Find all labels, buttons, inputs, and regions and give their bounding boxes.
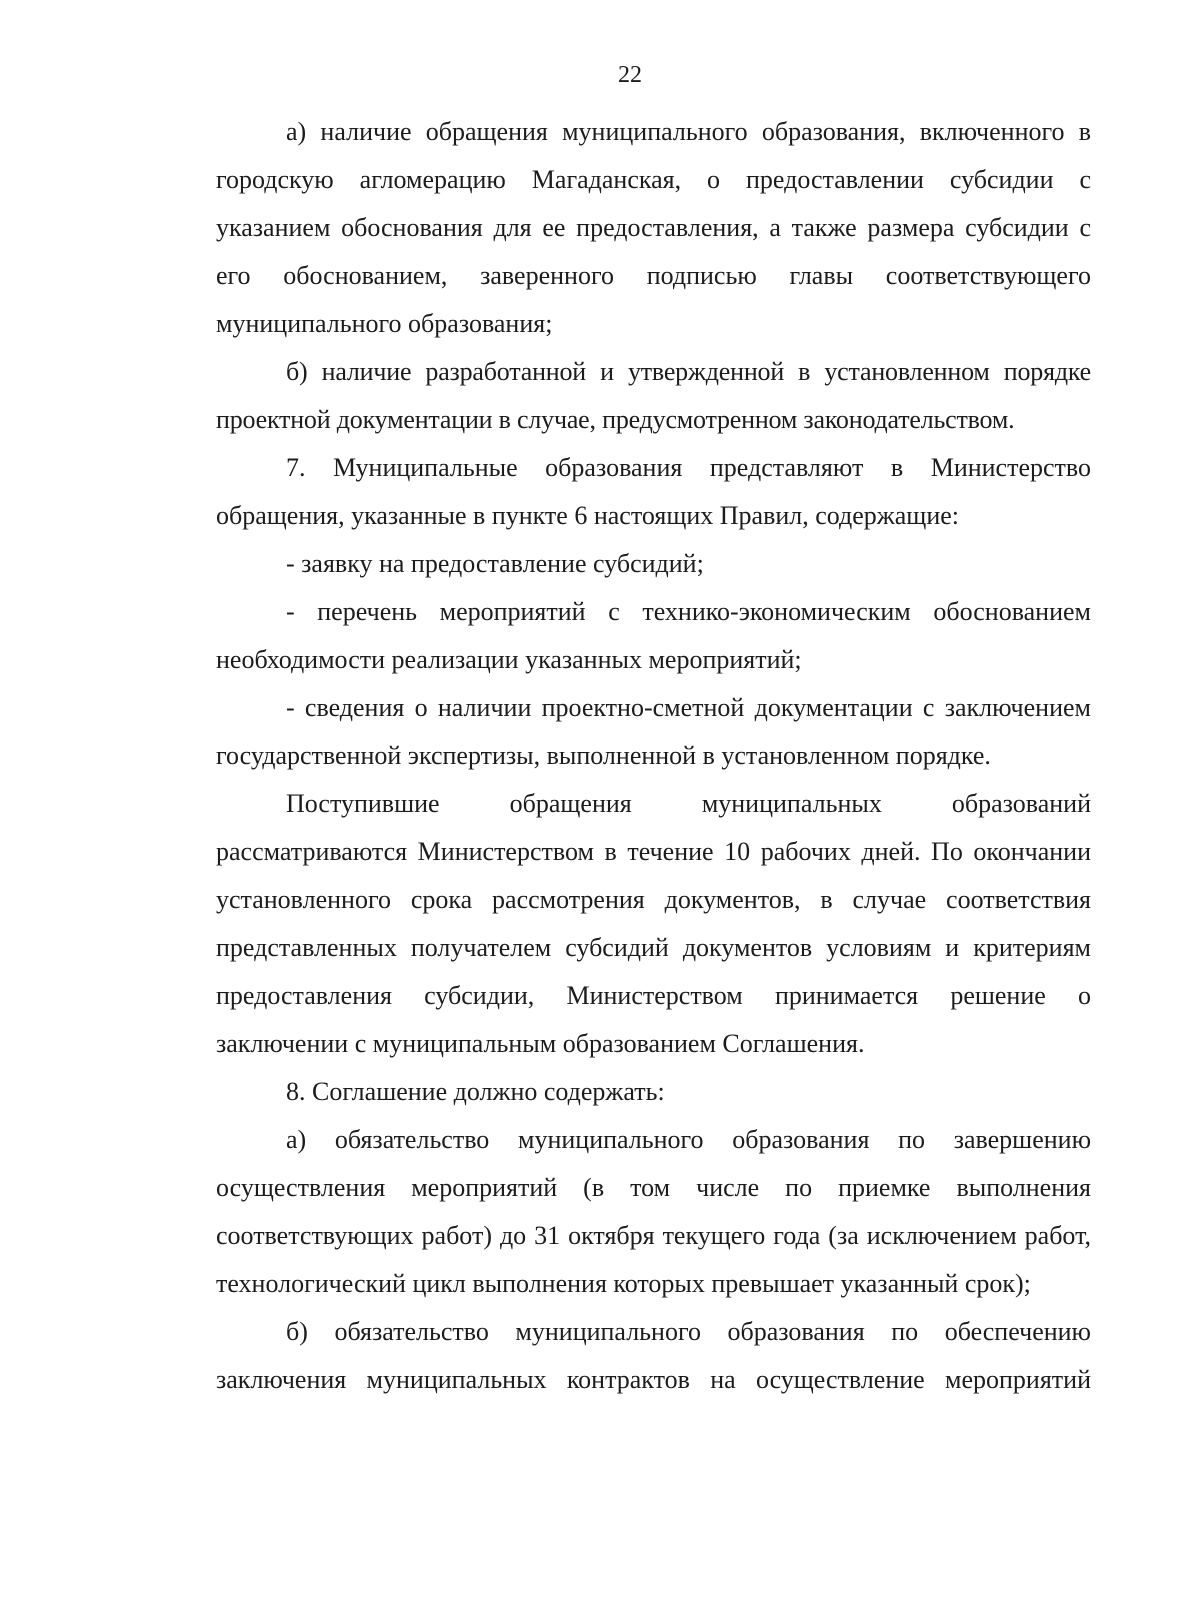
list-item-measures: - перечень мероприятий с технико-экономическим обоснованием необходимости реализации указанных мероприятий; (216, 597, 1091, 674)
paragraph-6b: б) наличие разработанной и утвержденной в установленном порядке проектной документации в случае, предусмотренном законодательством. (216, 357, 1091, 434)
document-body (216, 108, 1091, 1404)
paragraph-6a: а) наличие обращения муниципального образования, включенного в городскую агломерацию Магаданская, о предоставлении субсидии с указанием обоснования для ее предоставления, а также размера субсидии с его обоснованием, заверенного подписью главы соответствующего муниципального образования; (216, 117, 1091, 338)
paragraph-7: 7. Муниципальные образования представляют в Министерство обращения, указанные в пункте 6 настоящих Правил, содержащие: (216, 453, 1091, 530)
paragraph-8b: б) обязательство муниципального образования по обеспечению заключения муниципальных контрактов на осуществление мероприятий (216, 1317, 1091, 1394)
paragraph-8a: а) обязательство муниципального образования по завершению осуществления мероприятий (в том числе по приемке выполнения соответствующих работ) до 31 октября текущего года (за исключением работ, технологический цикл выполнения которых превышает указанный срок); (216, 1125, 1091, 1298)
list-item-application: - заявку на предоставление субсидий; (286, 549, 704, 578)
page-number: 22 (618, 62, 642, 88)
paragraph-review: Поступившие обращения муниципальных образований рассматриваются Министерством в течение 10 рабочих дней. По окончании установленного срока рассмотрения документов, в случае соответствия представленных получателем субсидий документов условиям и критериям предоставления субсидии, Министерством принимается решение о заключении с муниципальным образованием Соглашения. (216, 789, 1091, 1058)
list-item-documentation: - сведения о наличии проектно-сметной документации с заключением государственной экспертизы, выполненной в установленном порядке. (216, 693, 1091, 770)
paragraph-8: 8. Соглашение должно содержать: (286, 1077, 665, 1106)
